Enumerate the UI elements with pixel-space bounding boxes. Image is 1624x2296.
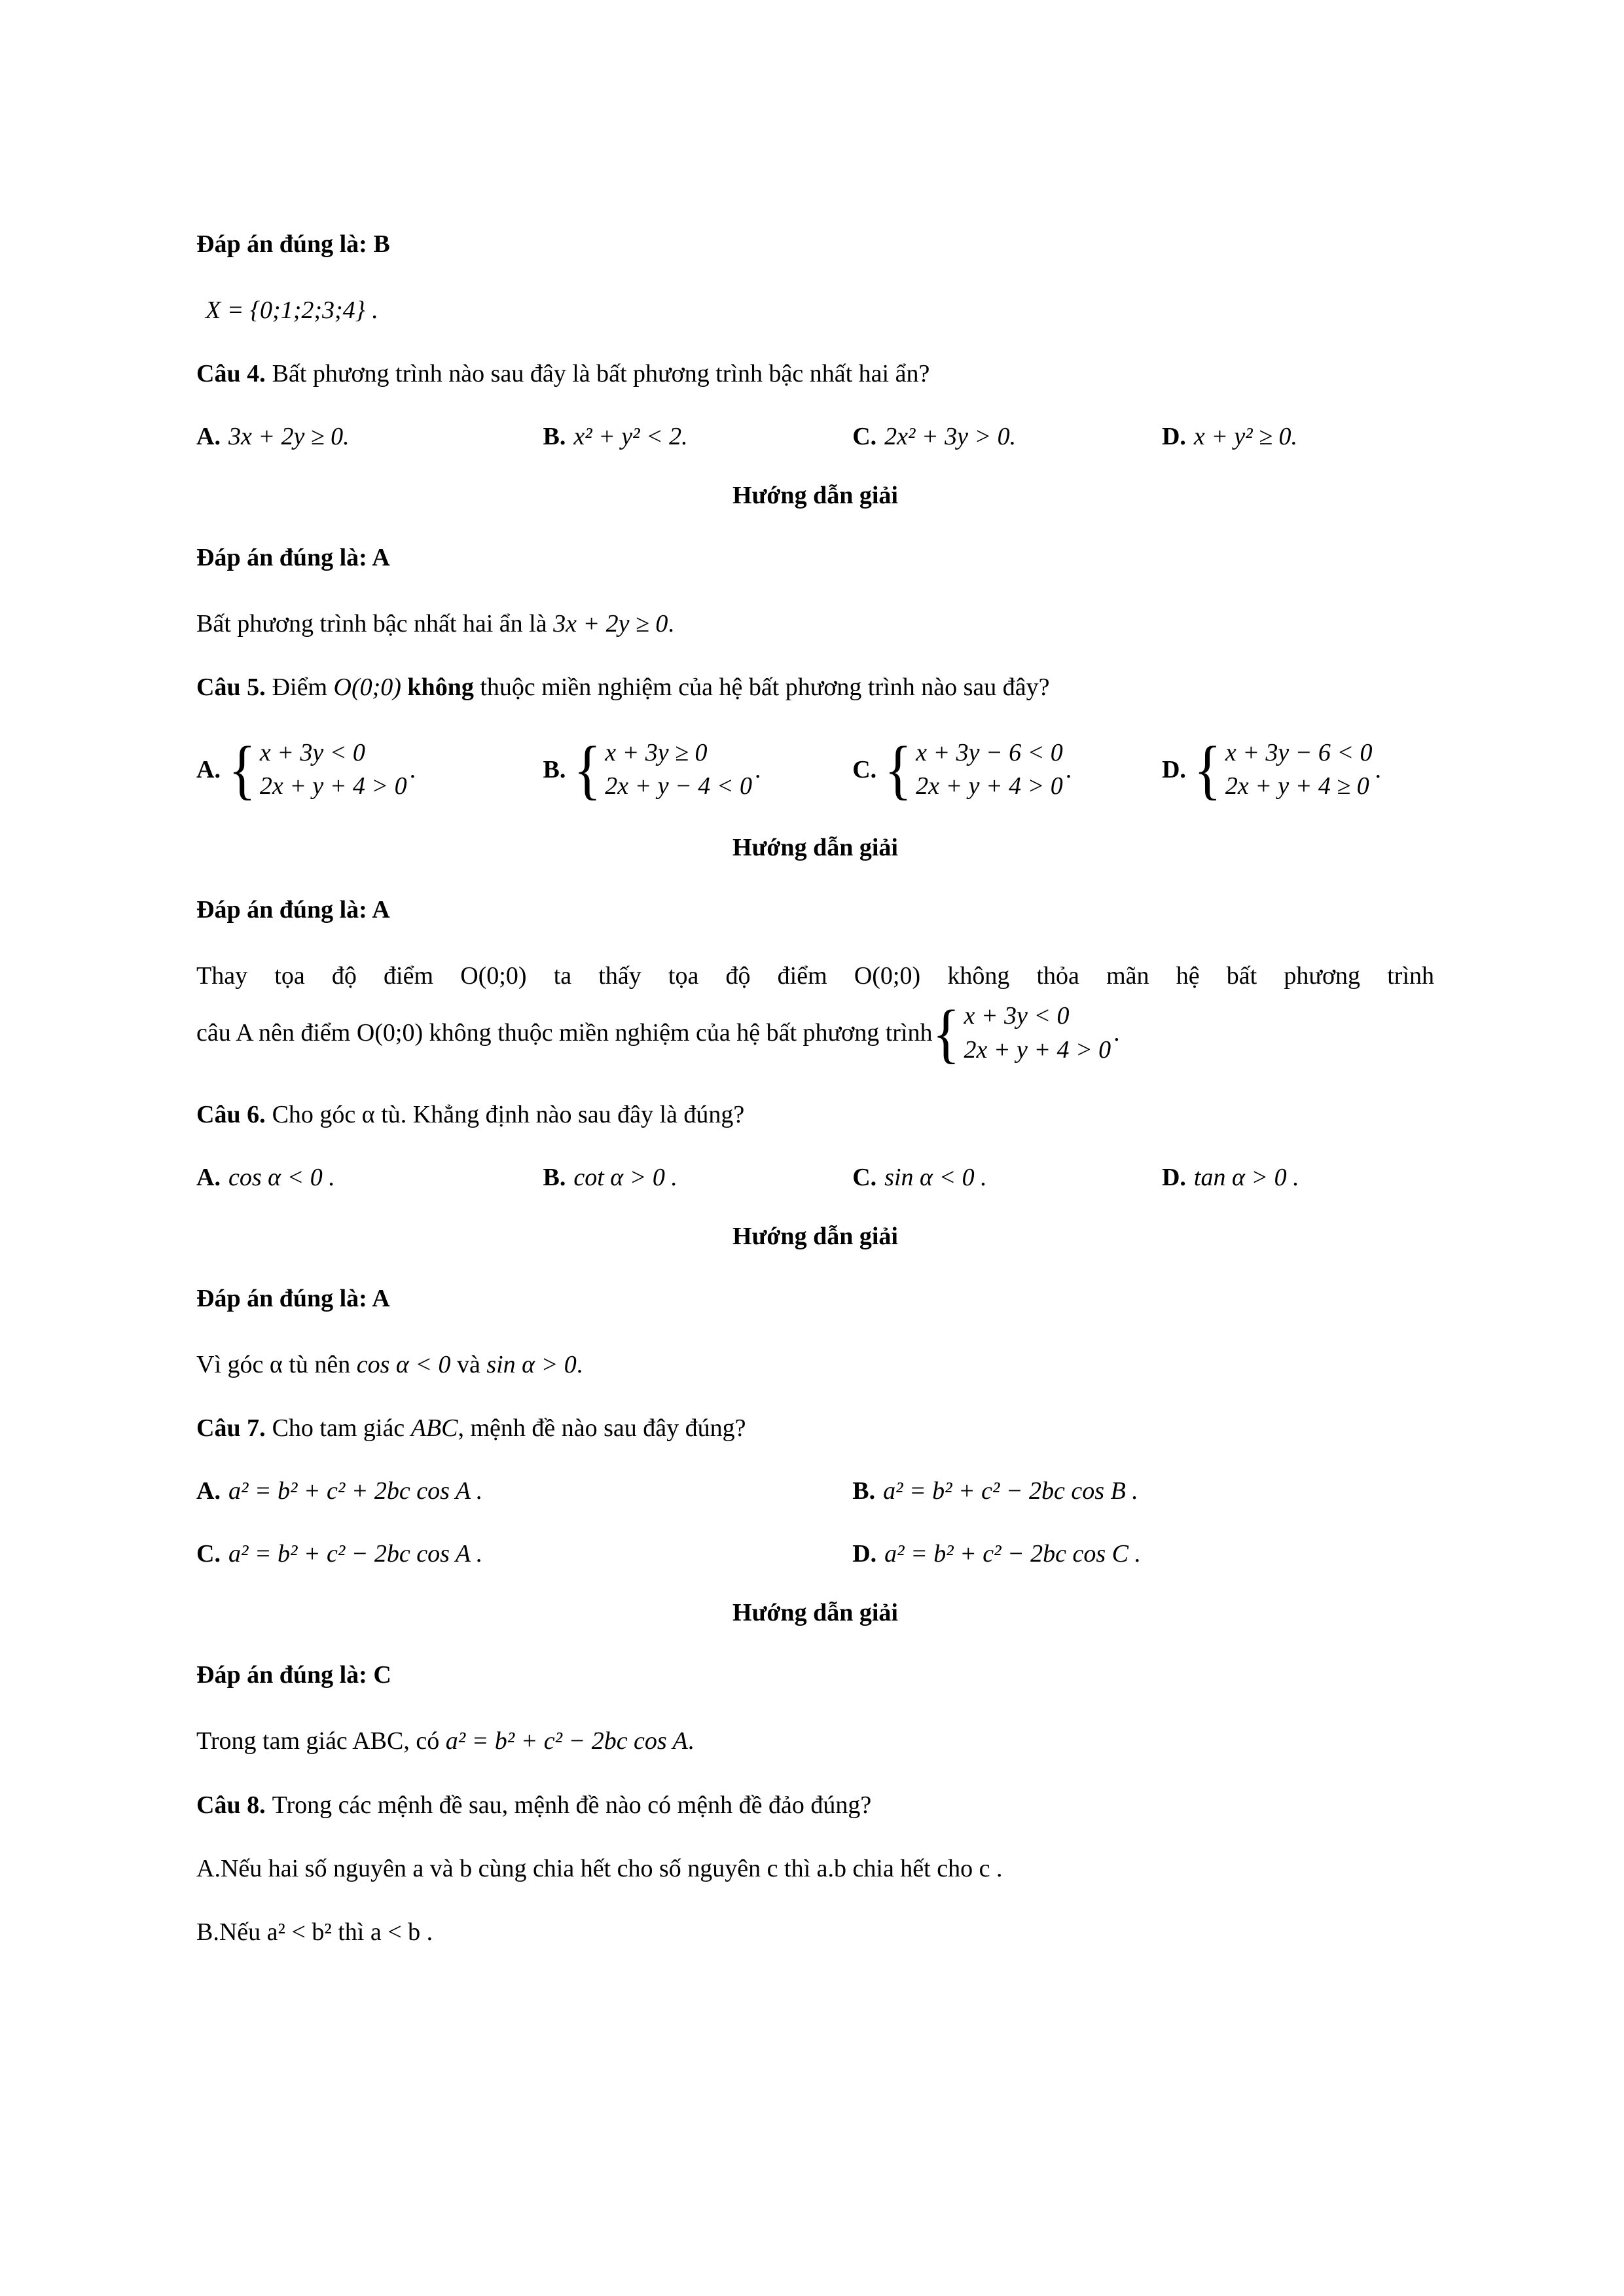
solution-q5-suffix: . [1113,1019,1120,1047]
option-q5-b-label: B. [543,755,566,783]
option-q5-a-label: A. [196,755,221,783]
option-q7-c-label: C. [196,1540,221,1568]
option-q7-b-math: a² = b² + c² − 2bc cos B . [883,1477,1138,1505]
guide-heading-q6: Hướng dẫn giải [732,1223,898,1251]
guide-heading-q5: Hướng dẫn giải [732,834,898,862]
option-q4-c [852,422,1162,451]
option-q4-d-label: D. [1161,423,1186,451]
system-line2: 2x + y + 4 > 0 [259,772,407,800]
option-q4-b-label: B. [543,423,566,451]
system-line1: x + 3y < 0 [964,1002,1070,1030]
set-expression: X = {0;1;2;3;4} [206,296,365,325]
option-q6-d-math: tan α > 0 . [1193,1164,1299,1192]
solution-q4-math: 3x + 2y ≥ 0 [553,610,668,638]
option-q4-a-label: A. [196,423,221,451]
option-q5-a [196,732,543,806]
set-expression-line [196,293,1434,329]
guide-heading-q7: Hướng dẫn giải [732,1599,898,1627]
inequality-system-q5-b [573,732,752,806]
question-q7-pre: Cho tam giác [272,1414,411,1443]
inequality-system-q5-d [1193,732,1373,806]
question-q4 [196,356,1434,392]
answer-line-q5: Đáp án đúng là: A [196,896,390,924]
answer-line-q6: Đáp án đúng là: A [196,1285,390,1313]
system-brace: { [573,732,602,806]
system-brace: { [228,732,256,806]
option-q7-c [196,1539,852,1568]
option-q5-c [852,732,1162,806]
option-q6-c-label: C. [852,1164,877,1192]
option-q4-c-math: 2x² + 3y > 0. [884,423,1017,451]
option-q7-b-label: B. [852,1477,876,1505]
guide-heading-q4: Hướng dẫn giải [732,482,898,510]
option-q4-b [543,422,852,451]
inequality-system-q5-solution [932,996,1111,1070]
option-q8-a [196,1851,1434,1887]
system-line1: x + 3y − 6 < 0 [1225,738,1373,766]
answer-line-q4: Đáp án đúng là: A [196,544,390,572]
answer-line-q7: Đáp án đúng là: C [196,1661,391,1689]
solution-q7-suffix: . [687,1727,695,1755]
option-q6-b [543,1163,852,1192]
option-q7-a-math: a² = b² + c² + 2bc cos A . [228,1477,483,1505]
question-q5-post: thuộc miền nghiệm của hệ bất phương trình nào sau đây? [473,673,1050,702]
question-q5-pre: Điểm [272,673,334,702]
option-q5-c-label: C. [852,755,877,783]
option-q7-c-math: a² = b² + c² − 2bc cos A . [228,1540,483,1568]
solution-q6-math2: sin α > 0 [486,1351,577,1379]
inequality-system-q5-c [884,732,1063,806]
question-q5-label: Câu 5. [196,673,266,702]
solution-q4 [196,606,1434,642]
option-q8-a-label: A. [196,1854,221,1882]
solution-q6-pre: Vì góc α tù nên [196,1351,357,1379]
option-q6-c-math: sin α < 0 . [884,1164,987,1192]
option-q6-a-label: A. [196,1164,221,1192]
option-q5-d-label: D. [1161,755,1186,783]
system-line1: x + 3y < 0 [259,738,365,766]
question-q7 [196,1410,1434,1446]
system-line1: x + 3y − 6 < 0 [916,738,1063,766]
question-q5-math: O(0;0) [333,673,401,702]
solution-q4-text: Bất phương trình bậc nhất hai ẩn là [196,610,554,638]
option-q5-c-suffix: . [1065,755,1072,783]
option-q4-c-label: C. [852,423,877,451]
option-q8-b-text: Nếu a² < b² thì a < b . [219,1918,433,1946]
question-q8-label: Câu 8. [196,1791,266,1819]
question-q6-text: Cho góc α tù. Khẳng định nào sau đây là đúng? [272,1100,745,1128]
question-q8-text: Trong các mệnh đề sau, mệnh đề nào có mệnh đề đảo đúng? [272,1791,872,1819]
system-line2: 2x + y + 4 > 0 [964,1035,1111,1064]
option-q6-b-math: cot α > 0 . [573,1164,677,1192]
system-brace: { [932,996,960,1070]
option-q5-a-suffix: . [409,755,416,783]
option-q4-a-math: 3x + 2y ≥ 0. [228,423,350,451]
solution-q5-line1: Thay tọa độ điểm O(0;0) ta thấy tọa độ điểm O(0;0) không thỏa mãn hệ bất phương trình [196,962,1434,990]
option-q8-b [196,1914,1434,1950]
solution-q4-suffix: . [668,610,674,638]
set-expression-suffix: . [365,296,378,325]
option-q4-d [1162,422,1434,451]
option-q6-c [852,1163,1162,1192]
option-q8-a-text: Nếu hai số nguyên a và b cùng chia hết cho số nguyên c thì a.b chia hết cho c . [220,1854,1003,1882]
solution-q6 [196,1347,1434,1383]
option-q7-a [196,1477,852,1505]
answer-line-q3: Đáp án đúng là: B [196,230,390,258]
question-q5-bold: không [401,673,474,702]
option-q6-d-label: D. [1161,1164,1186,1192]
option-q5-b [543,732,852,806]
option-q8-b-label: B. [196,1918,219,1946]
solution-q7-pre: Trong tam giác ABC, có [196,1727,446,1755]
question-q7-label: Câu 7. [196,1414,266,1443]
option-q7-a-label: A. [196,1477,221,1505]
solution-q7 [196,1723,1434,1759]
question-q4-label: Câu 4. [196,360,266,388]
option-q6-b-label: B. [543,1164,566,1192]
system-brace: { [1193,732,1221,806]
question-q5 [196,670,1434,706]
option-q4-d-math: x + y² ≥ 0. [1193,423,1298,451]
system-line2: 2x + y + 4 ≥ 0 [1225,772,1369,800]
question-q6 [196,1097,1434,1133]
solution-q6-suffix: . [576,1351,583,1379]
question-q7-post: , mệnh đề nào sau đây đúng? [458,1414,746,1443]
option-q5-b-suffix: . [754,755,761,783]
options-q4 [196,422,1434,451]
question-q6-label: Câu 6. [196,1100,266,1128]
question-q4-text: Bất phương trình nào sau đây là bất phương trình bậc nhất hai ẩn? [272,360,930,388]
option-q4-b-math: x² + y² < 2. [573,423,688,451]
option-q6-d [1162,1163,1434,1192]
options-q5 [196,732,1434,806]
option-q5-d [1161,732,1434,806]
inequality-system-q5-a [228,732,407,806]
option-q5-d-suffix: . [1375,755,1382,783]
option-q7-b [852,1477,1434,1505]
system-line1: x + 3y ≥ 0 [605,738,708,766]
option-q6-a-math: cos α < 0 . [228,1164,335,1192]
solution-q6-math1: cos α < 0 [356,1351,451,1379]
options-q6 [196,1163,1434,1192]
system-line2: 2x + y + 4 > 0 [916,772,1063,800]
option-q7-d-label: D. [852,1540,877,1568]
solution-q6-mid: và [450,1351,487,1379]
option-q7-d-math: a² = b² + c² − 2bc cos C . [884,1540,1142,1568]
question-q7-math: ABC [410,1414,458,1443]
question-q8 [196,1787,1434,1823]
system-line2: 2x + y − 4 < 0 [605,772,752,800]
solution-q7-math: a² = b² + c² − 2bc cos A [445,1727,688,1755]
option-q6-a [196,1163,543,1192]
solution-q5-line2-text: câu A nên điểm O(0;0) không thuộc miền nghiệm của hệ bất phương trình [196,1019,933,1047]
solution-q5-line2 [196,996,1434,1070]
option-q4-a [196,422,543,451]
option-q7-d [852,1539,1434,1568]
system-brace: { [884,732,912,806]
options-q7 [196,1477,1434,1568]
